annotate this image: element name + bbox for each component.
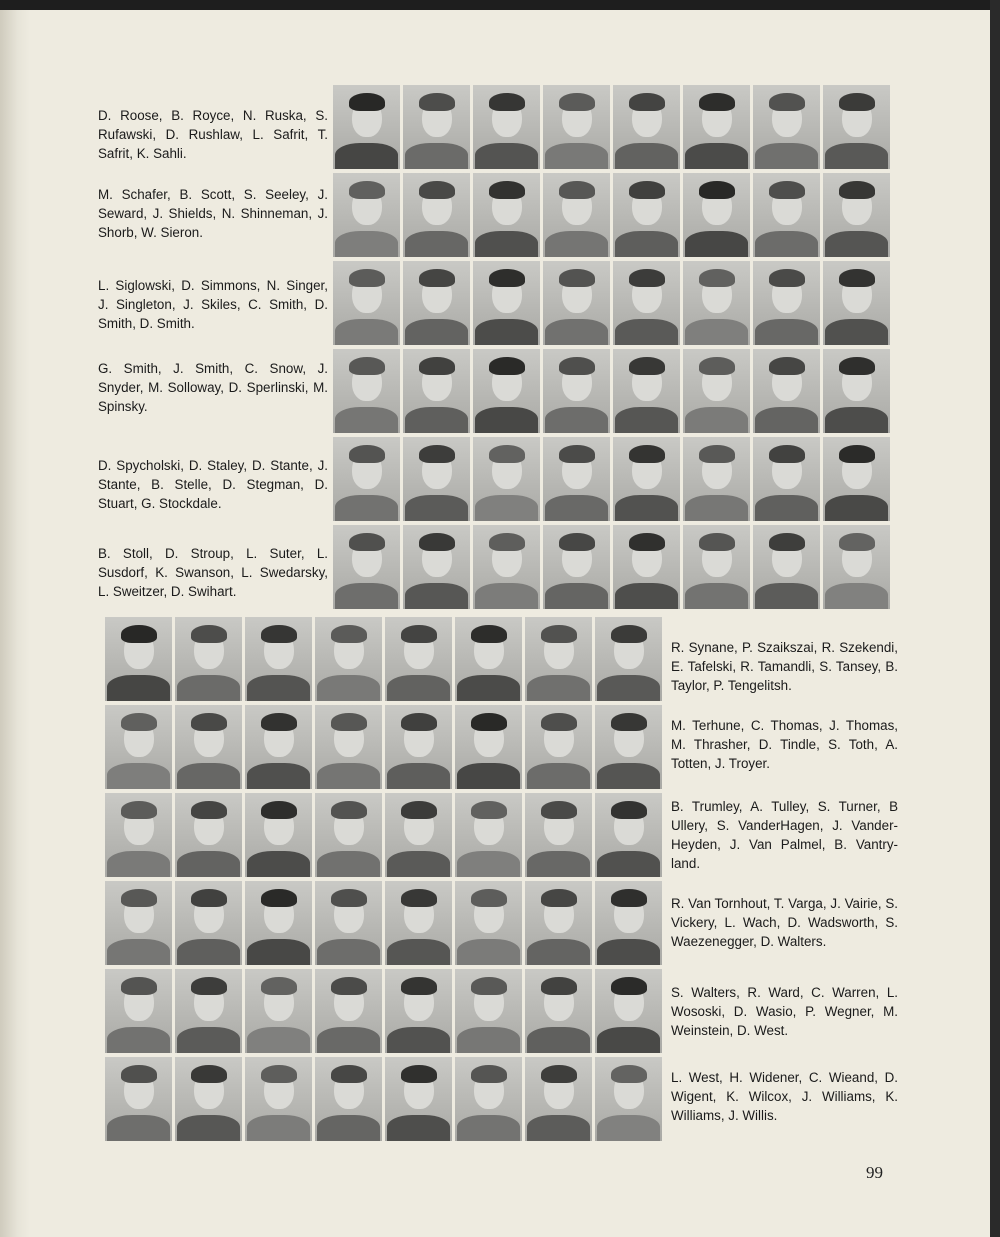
- bottom-portrait-photo: [525, 881, 592, 965]
- caption-top-row-5: D. Spycholski, D. Staley, D. Stante, J. Stante, B. Stelle, D. Stegman, D. Stuart, G. Stockdale.: [98, 458, 328, 511]
- top-portrait-photo: [473, 437, 540, 521]
- bottom-portrait-photo: [315, 705, 382, 789]
- bottom-portrait-photo: [595, 1057, 662, 1141]
- top-portrait-photo: [823, 173, 890, 257]
- bottom-portrait-photo: [595, 969, 662, 1053]
- top-portrait-photo: [333, 525, 400, 609]
- bottom-portrait-photo: [525, 793, 592, 877]
- bottom-portrait-photo: [105, 793, 172, 877]
- top-portrait-photo: [403, 349, 470, 433]
- bottom-portrait-photo: [455, 793, 522, 877]
- bottom-portrait-photo: [385, 1057, 452, 1141]
- bottom-portrait-photo: [245, 705, 312, 789]
- bottom-portrait-photo: [245, 617, 312, 701]
- caption-top-row-1: D. Roose, B. Royce, N. Ruska, S. Rufawski, D. Rushlaw, L. Safrit, T. Safrit, K. Sahli.: [98, 108, 328, 161]
- bottom-portrait-photo: [245, 881, 312, 965]
- scan-edge: [990, 0, 1000, 1237]
- bottom-portrait-photo: [385, 881, 452, 965]
- top-portrait-photo: [823, 349, 890, 433]
- caption-bottom-row-6: L. West, H. Widener, C. Wieand, D. Wigent, K. Wilcox, J. Williams, K. Williams, J. Willis.: [671, 1070, 898, 1123]
- top-portrait-photo: [333, 173, 400, 257]
- bottom-portrait-photo: [455, 1057, 522, 1141]
- bottom-portrait-photo: [105, 705, 172, 789]
- caption-bottom-row-2: M. Terhune, C. Thomas, J. Thomas, M. Thrasher, D. Tindle, S. Toth, A. Totten, J. Troyer.: [671, 718, 898, 771]
- bottom-portrait-photo: [315, 881, 382, 965]
- top-portrait-photo: [613, 349, 680, 433]
- bottom-portrait-photo: [175, 881, 242, 965]
- top-portrait-photo: [333, 349, 400, 433]
- top-portrait-photo: [753, 261, 820, 345]
- top-portrait-photo: [543, 261, 610, 345]
- top-portrait-photo: [543, 173, 610, 257]
- bottom-portrait-photo: [315, 793, 382, 877]
- top-portrait-photo: [753, 525, 820, 609]
- bottom-portrait-photo: [385, 705, 452, 789]
- bottom-portrait-photo: [525, 705, 592, 789]
- bottom-portrait-photo: [315, 1057, 382, 1141]
- bottom-portrait-photo: [595, 617, 662, 701]
- top-portrait-photo: [753, 437, 820, 521]
- top-portrait-photo: [823, 85, 890, 169]
- top-portrait-photo: [473, 349, 540, 433]
- top-portrait-photo: [753, 349, 820, 433]
- page-binding: [0, 10, 30, 1237]
- top-portrait-photo: [543, 437, 610, 521]
- top-portrait-photo: [403, 525, 470, 609]
- top-portrait-photo: [473, 261, 540, 345]
- top-portrait-photo: [683, 261, 750, 345]
- top-portrait-photo: [613, 85, 680, 169]
- bottom-portrait-photo: [315, 969, 382, 1053]
- bottom-portrait-photo: [385, 793, 452, 877]
- top-portrait-photo: [333, 261, 400, 345]
- bottom-portrait-photo: [245, 969, 312, 1053]
- bottom-portrait-photo: [245, 793, 312, 877]
- top-portrait-photo: [753, 85, 820, 169]
- bottom-portrait-photo: [105, 881, 172, 965]
- bottom-portrait-photo: [175, 617, 242, 701]
- bottom-portrait-photo: [175, 705, 242, 789]
- top-portrait-photo: [333, 437, 400, 521]
- top-portrait-photo: [403, 173, 470, 257]
- bottom-portrait-photo: [525, 969, 592, 1053]
- top-portrait-photo: [543, 85, 610, 169]
- top-portrait-photo: [333, 85, 400, 169]
- top-portrait-photo: [683, 437, 750, 521]
- top-portrait-photo: [823, 261, 890, 345]
- bottom-portrait-photo: [525, 1057, 592, 1141]
- yearbook-page: [0, 10, 990, 1237]
- top-portrait-photo: [403, 437, 470, 521]
- caption-top-row-3: L. Siglowski, D. Simmons, N. Singer, J. Singleton, J. Skiles, C. Smith, D. Smith, D. Smith.: [98, 278, 328, 331]
- caption-bottom-row-4: R. Van Tornhout, T. Varga, J. Vairie, S. Vickery, L. Wach, D. Wadsworth, S. Waezenegger, D. Walters.: [671, 896, 898, 949]
- bottom-portrait-photo: [455, 969, 522, 1053]
- top-portrait-photo: [473, 85, 540, 169]
- top-portrait-photo: [543, 349, 610, 433]
- top-portrait-photo: [753, 173, 820, 257]
- bottom-portrait-photo: [455, 617, 522, 701]
- bottom-portrait-photo: [455, 705, 522, 789]
- caption-bottom-row-3: B. Trumley, A. Tulley, S. Turner, B Ullery, S. VanderHagen, J. Vander-Heyden, J. Van Palmel, B. Vantry-land.: [671, 799, 898, 871]
- bottom-portrait-photo: [105, 969, 172, 1053]
- bottom-portrait-photo: [105, 1057, 172, 1141]
- top-portrait-photo: [403, 261, 470, 345]
- portrait-grid-top: [333, 85, 890, 609]
- bottom-portrait-photo: [595, 705, 662, 789]
- top-portrait-photo: [613, 437, 680, 521]
- bottom-portrait-photo: [385, 617, 452, 701]
- top-portrait-photo: [403, 85, 470, 169]
- top-portrait-photo: [473, 525, 540, 609]
- bottom-portrait-photo: [245, 1057, 312, 1141]
- top-portrait-photo: [823, 437, 890, 521]
- top-portrait-photo: [683, 173, 750, 257]
- bottom-portrait-photo: [175, 969, 242, 1053]
- top-portrait-photo: [543, 525, 610, 609]
- bottom-portrait-photo: [595, 793, 662, 877]
- bottom-portrait-photo: [175, 793, 242, 877]
- bottom-portrait-photo: [385, 969, 452, 1053]
- caption-top-row-4: G. Smith, J. Smith, C. Snow, J. Snyder, M. Solloway, D. Sperlinski, M. Spinsky.: [98, 361, 328, 414]
- page-number: 99: [866, 1163, 883, 1182]
- caption-top-row-2: M. Schafer, B. Scott, S. Seeley, J. Seward, J. Shields, N. Shinneman, J. Shorb, W. Sieron.: [98, 187, 328, 240]
- bottom-portrait-photo: [595, 881, 662, 965]
- top-portrait-photo: [823, 525, 890, 609]
- top-portrait-photo: [613, 261, 680, 345]
- top-portrait-photo: [683, 525, 750, 609]
- top-portrait-photo: [683, 85, 750, 169]
- top-portrait-photo: [473, 173, 540, 257]
- top-portrait-photo: [683, 349, 750, 433]
- bottom-portrait-photo: [175, 1057, 242, 1141]
- bottom-portrait-photo: [455, 881, 522, 965]
- bottom-portrait-photo: [315, 617, 382, 701]
- bottom-portrait-photo: [525, 617, 592, 701]
- caption-bottom-row-1: R. Synane, P. Szaikszai, R. Szekendi, E. Tafelski, R. Tamandli, S. Tansey, B. Taylor, P. Tengelitsh.: [671, 640, 898, 693]
- caption-top-row-6: B. Stoll, D. Stroup, L. Suter, L. Susdorf, K. Swanson, L. Swedarsky, L. Sweitzer, D. Swihart.: [98, 546, 328, 599]
- bottom-portrait-photo: [105, 617, 172, 701]
- top-portrait-photo: [613, 525, 680, 609]
- top-portrait-photo: [613, 173, 680, 257]
- caption-bottom-row-5: S. Walters, R. Ward, C. Warren, L. Wososki, D. Wasio, P. Wegner, M. Weinstein, D. West.: [671, 985, 898, 1038]
- portrait-grid-bottom: [105, 617, 662, 1141]
